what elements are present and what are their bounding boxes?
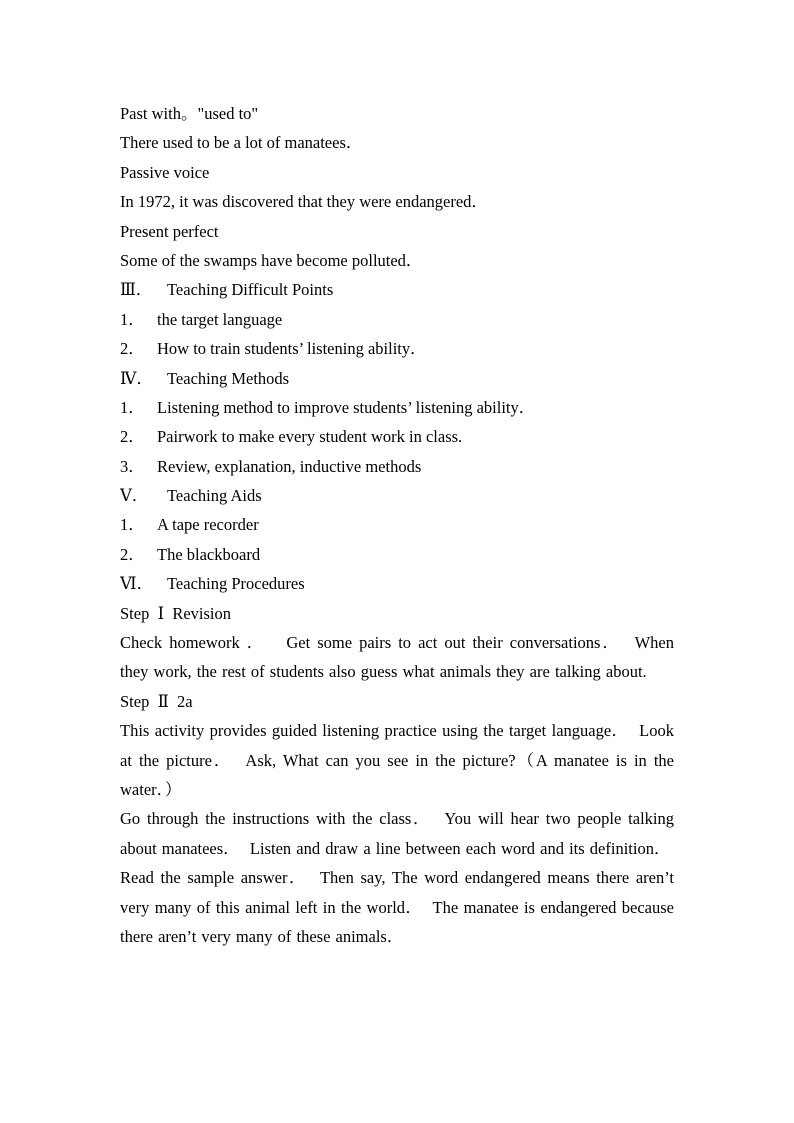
section-heading-procedures xyxy=(120,569,674,598)
list-number: 3． xyxy=(120,456,145,476)
list-number: 1． xyxy=(120,309,145,329)
list-item xyxy=(120,393,674,422)
list-number: 1． xyxy=(120,397,145,417)
section-numeral: Ⅴ． xyxy=(120,486,149,506)
list-number: 2． xyxy=(120,427,145,447)
section-heading-aids xyxy=(120,481,674,510)
list-item xyxy=(120,540,674,569)
list-text: the target language xyxy=(157,309,283,329)
intro-line: Some of the swamps have become polluted． xyxy=(120,250,423,270)
step-paragraph: Go through the instructions with the class． You will hear two people talking about manatees． Listen and draw a line between each word and its definition． xyxy=(120,809,680,858)
intro-line: In 1972, it was discovered that they were endangered． xyxy=(120,192,488,212)
list-item xyxy=(120,510,674,539)
section-title: Teaching Aids xyxy=(167,486,262,506)
step-paragraph: Read the sample answer． Then say, The word endangered means there aren’t very many of this animal left in the world． The manatee is endangered because there aren’t very many of these animals． xyxy=(120,868,680,947)
intro-line: Passive voice xyxy=(120,162,210,182)
list-number: 2． xyxy=(120,339,145,359)
list-text: Pairwork to make every student work in class. xyxy=(157,427,463,447)
section-heading-difficult-points xyxy=(120,275,674,304)
intro-line: Present perfect xyxy=(120,221,219,241)
list-text: Review, explanation, inductive methods xyxy=(157,456,422,476)
document-page xyxy=(120,99,680,951)
list-item xyxy=(120,305,674,334)
list-number: 1． xyxy=(120,515,145,535)
list-item xyxy=(120,452,674,481)
step-paragraph: This activity provides guided listening practice using the target language． Look at the picture． Ask, What can you see in the picture?（A manatee is in the water．） xyxy=(120,721,680,800)
section-numeral: Ⅵ． xyxy=(120,574,154,594)
list-item xyxy=(120,334,674,363)
step-heading-2a: Step Ⅱ 2a xyxy=(120,691,193,711)
step-paragraph: Check homework ． Get some pairs to act out their conversations． When they work, the rest of students also guess what animals they are talking about. xyxy=(120,633,680,682)
section-numeral: Ⅲ． xyxy=(120,280,153,300)
list-text: How to train students’ listening ability． xyxy=(157,339,427,359)
intro-line: There used to be a lot of manatees． xyxy=(120,133,363,153)
list-number: 2． xyxy=(120,544,145,564)
section-heading-methods xyxy=(120,364,674,393)
list-text: Listening method to improve students’ listening ability． xyxy=(157,397,536,417)
list-text: The blackboard xyxy=(157,544,261,564)
intro-line: Past with。"used to" xyxy=(120,104,259,123)
section-title: Teaching Difficult Points xyxy=(167,280,334,300)
list-item xyxy=(120,422,674,451)
step-heading-revision: Step Ⅰ Revision xyxy=(120,603,232,623)
section-title: Teaching Procedures xyxy=(167,574,305,594)
list-text: A tape recorder xyxy=(157,515,259,535)
section-numeral: Ⅳ． xyxy=(120,368,153,388)
section-title: Teaching Methods xyxy=(167,368,290,388)
